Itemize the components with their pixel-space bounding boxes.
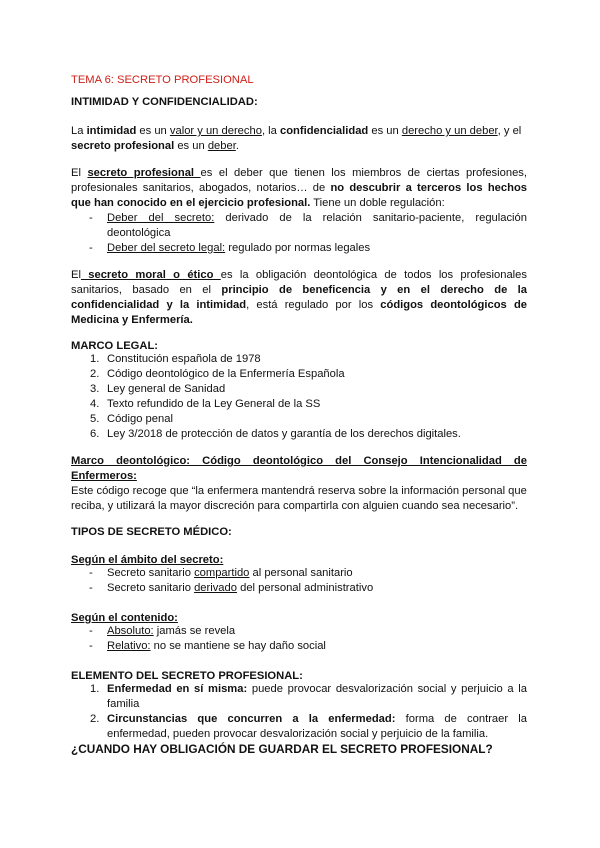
- heading-intimidad: INTIMIDAD Y CONFIDENCIALIDAD:: [71, 96, 258, 108]
- list-item: 1. Constitución española de 1978: [90, 353, 261, 365]
- list-item: 2. Circunstancias que concurren a la enfermedad: forma de contraer la enfermedad, pueden provocar desvalorización social y perjuicio de la familia.: [90, 713, 527, 740]
- heading-obligacion: ¿CUANDO HAY OBLIGACIÓN DE GUARDAR EL SECRETO PROFESIONAL?: [71, 742, 493, 756]
- elemento-list: [71, 682, 527, 742]
- list-item: 1. Enfermedad en sí misma: puede provocar desvalorización social y perjuicio a la familia: [90, 683, 528, 710]
- page-title: TEMA 6: SECRETO PROFESIONAL: [71, 74, 254, 86]
- list-item: 6. Ley 3/2018 de protección de datos y garantía de los derechos digitales.: [90, 428, 461, 440]
- list-item: - Relativo: no se mantiene se hay daño social: [89, 640, 326, 652]
- contenido-list: [71, 624, 527, 654]
- document-page: [71, 74, 527, 756]
- heading-segun-contenido: Según el contenido:: [71, 612, 178, 624]
- heading-marco-deontologico: Marco deontológico: Código deontológico del Consejo Intencionalidad de Enfermeros:: [71, 455, 527, 482]
- heading-marco-legal: MARCO LEGAL:: [71, 340, 159, 352]
- list-item: - Deber del secreto: derivado de la relación sanitario-paciente, regulación deontológica: [89, 212, 527, 239]
- list-item: 5. Código penal: [90, 413, 173, 425]
- paragraph-secreto-profesional: El secreto profesional es el deber que tienen los miembros de ciertas profesiones, profesionales sanitarios, abogados, notarios… de no descubrir a terceros los hechos que han conocido en el ejercicio profesional. Tiene un doble regulación:: [71, 167, 528, 209]
- list-item: - Secreto sanitario compartido al personal sanitario: [89, 567, 353, 579]
- list-item: - Absoluto: jamás se revela: [89, 625, 236, 637]
- heading-elemento-secreto: ELEMENTO DEL SECRETO PROFESIONAL:: [71, 670, 303, 682]
- marco-legal-list: [71, 352, 527, 442]
- paragraph-secreto-moral: El secreto moral o ético es la obligación deontológica de todos los profesionales sanitarios, basado en el principio de beneficencia y en el derecho de la confidencialidad y la intimidad, está regulado por los códigos deontológicos de Medicina y Enfermería.: [71, 269, 528, 326]
- list-item: 4. Texto refundido de la Ley General de la SS: [90, 398, 321, 410]
- heading-tipos-secreto: TIPOS DE SECRETO MÉDICO:: [71, 526, 232, 538]
- list-item: 2. Código deontológico de la Enfermería Española: [90, 368, 345, 380]
- paragraph-marco-deontologico: Este código recoge que “la enfermera mantendrá reserva sobre la información personal que reciba, y utilizará la mayor discreción para compartirla con alguien cuando sea necesario”.: [71, 485, 527, 512]
- paragraph-intimidad-definition: La intimidad es un valor y un derecho, la confidencialidad es un derecho y un deber, y el secreto profesional es un deber.: [71, 125, 522, 152]
- list-item: - Deber del secreto legal: regulado por normas legales: [89, 242, 371, 254]
- list-item: - Secreto sanitario derivado del personal administrativo: [89, 582, 374, 594]
- regulation-list: [71, 211, 527, 256]
- ambito-list: [71, 566, 527, 596]
- heading-segun-ambito: Según el ámbito del secreto:: [71, 554, 224, 566]
- list-item: 3. Ley general de Sanidad: [90, 383, 226, 395]
